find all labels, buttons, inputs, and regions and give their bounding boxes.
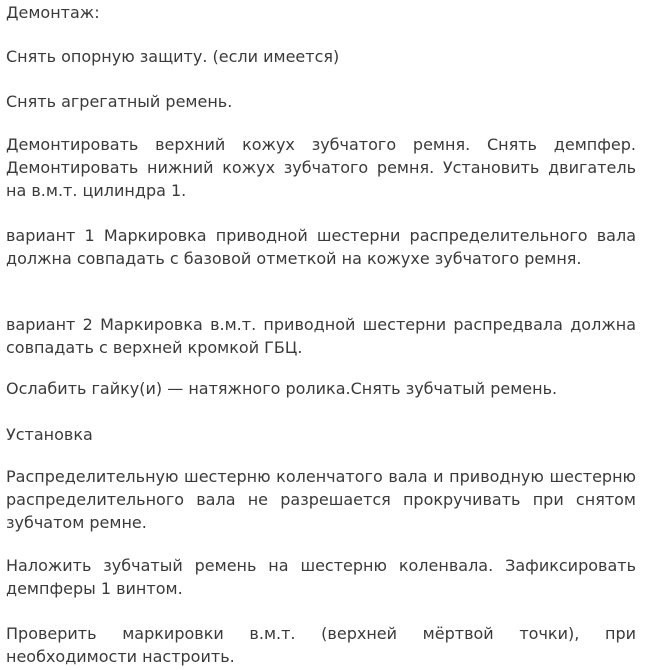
paragraph-step: Снять опорную защиту. (если имеется) xyxy=(6,47,340,66)
paragraph-variant-1: вариант 1 Маркировка приводной шестерни распределительного вала должна совпадать с базовой отметкой на кожухе зубчатого ремня. xyxy=(6,226,636,268)
section-heading-removal: Демонтаж: xyxy=(6,3,100,22)
paragraph-step: Проверить маркировки в.м.т. (верхней мёртвой точки), при необходимости настроить. xyxy=(6,624,636,666)
paragraph-step: Демонтировать верхний кожух зубчатого ремня. Снять демпфер. Демонтировать нижний кожух зубчатого ремня. Установить двигатель на в.м.т. цилиндра 1. xyxy=(6,135,636,200)
paragraph-step: Наложить зубчатый ремень на шестерню коленвала. Зафиксировать демпферы 1 винтом. xyxy=(6,556,636,598)
paragraph-step: Ослабить гайку(и) — натяжного ролика.Снять зубчатый ремень. xyxy=(6,379,558,398)
paragraph-variant-2: вариант 2 Маркировка в.м.т. приводной шестерни распредвала должна совпадать с верхней кромкой ГБЦ. xyxy=(6,315,636,357)
section-heading-installation: Установка xyxy=(6,425,93,444)
paragraph-step: Снять агрегатный ремень. xyxy=(6,92,233,111)
paragraph-step: Распределительную шестерню коленчатого вала и приводную шестерню распределительного вала не разрешается прокручивать при снятом зубчатом ремне. xyxy=(6,467,636,532)
